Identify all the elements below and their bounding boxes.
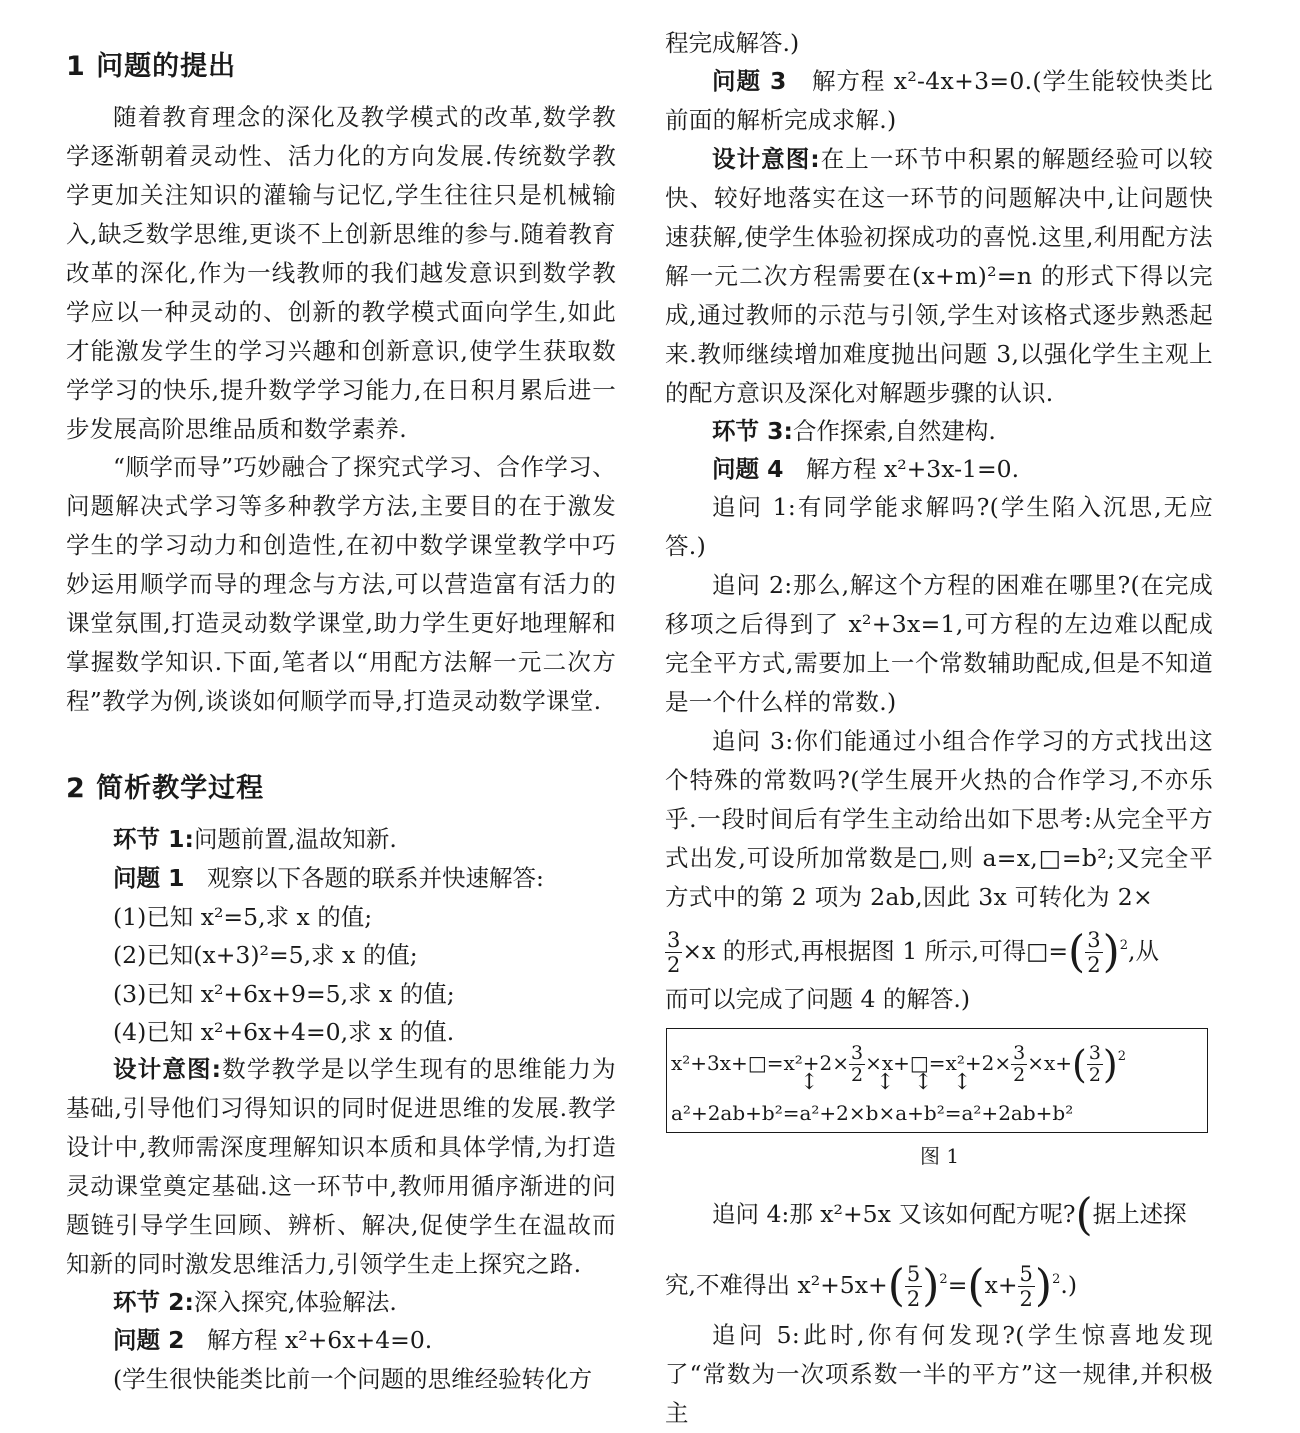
follow-up-3: 追问 3:你们能通过小组合作学习的方式找出这个特殊的常数吗?(学生展开火热的合作学习,不亦乐乎.一段时间后有学生主动给出如下思考:从完全平方式出发,可设所加常数是□,则 a=x,□=b²;又完全平方式中的第 2 项为 2ab,因此 3x 可转化为 2× xyxy=(665,727,1213,911)
follow-up-2: 追问 2:那么,解这个方程的困难在哪里?(在完成移项之后得到了 x²+3x=1,可方程的左边难以配成完全平方式,需要加上一个常数辅助配成,但是不知道是一个什么样的常数.) xyxy=(665,571,1213,716)
step-1-line xyxy=(113,820,397,859)
figure-arrow-4: ↕ xyxy=(953,1070,972,1095)
question-3-label: 问题 3 xyxy=(712,67,787,95)
follow-up-5: 追问 5:此时,你有何发现?(学生惊喜地发现了“常数为一次项系数一半的平方”这一规律,并积极主 xyxy=(665,1321,1213,1427)
design-intent-2-text: 在上一环节中积累的解题经验可以较快、较好地落实在这一环节的问题解决中,让问题快速获解,使学生体验初探成功的喜悦.这里,利用配方法解一元二次方程需要在(x+m)²=n 的形式下得以完成,通过教师的示范与引领,学生对该格式逐步熟悉起来.教师继续增加难度抛出问题 3,以强化学生主观上的配方意识及深化对解题步骤的认识. xyxy=(665,145,1213,407)
section-heading-2: 2 简析教学过程 xyxy=(66,773,265,804)
follow-up-4-line-2: 究,不难得出 x²+5x+( $\frac{5}{2}$ )$^2$=(x+ $\frac{5}{2}$ )$^2$.) xyxy=(665,1260,1077,1312)
follow-up-1: 追问 1:有同学能求解吗?(学生陷入沉思,无应答.) xyxy=(665,493,1213,560)
section-heading-1: 1 问题的提出 xyxy=(66,51,237,82)
step-3-line xyxy=(712,412,996,451)
question-1-label: 问题 1 xyxy=(113,864,185,892)
paragraph-intro-1: 随着教育理念的深化及教学模式的改革,数学教学逐渐朝着灵动性、活力化的方向发展.传统数学教学更加关注知识的灌输与记忆,学生往往只是机械输入,缺乏数学思维,更谈不上创新思维的参与.随着教育改革的深化,作为一线教师的我们越发意识到数学教学应以一种灵动的、创新的教学模式面向学生,如此才能激发学生的学习兴趣和创新意识,使学生获取数学学习的快乐,提升数学学习能力,在日积月累后进一步发展高阶思维品质和数学素养. xyxy=(66,103,616,443)
design-intent-2-label: 设计意图: xyxy=(712,145,820,173)
question-1-item-2: (2)已知(x+3)²=5,求 x 的值; xyxy=(113,941,418,969)
design-intent-1-label: 设计意图: xyxy=(113,1055,222,1083)
design-intent-2 xyxy=(665,140,1213,413)
paragraph-intro-2: “顺学而导”巧妙融合了探究式学习、合作学习、问题解决式学习等多种教学方法,主要目的在于激发学生的学习动力和创造性,在初中数学课堂教学中巧妙运用顺学而导的理念与方法,可以营造富有活力的课堂氛围,打造灵动数学课堂,助力学生更好地理解和掌握数学知识.下面,笔者以“用配方法解一元二次方程”教学为例,谈谈如何顺学而导,打造灵动数学课堂. xyxy=(66,453,616,715)
step-2-label: 环节 2: xyxy=(113,1288,194,1316)
figure-1-line-2: a²+2ab+b²=a²+2×b×a+b²=a²+2ab+b² xyxy=(671,1101,1074,1125)
step-3-label: 环节 3: xyxy=(712,417,793,445)
design-intent-1 xyxy=(66,1050,616,1284)
follow-up-3-formula-line: $\frac{3}{2}$ ×x 的形式,再根据图 1 所示,可得□=( $\frac{3}{2}$ )$^2$,从 xyxy=(667,926,1159,978)
question-1-item-1: (1)已知 x²=5,求 x 的值; xyxy=(113,903,373,931)
figure-1-caption: 图 1 xyxy=(920,1144,960,1168)
question-2-line xyxy=(113,1321,432,1360)
step-1-text: 问题前置,温故知新. xyxy=(193,825,397,853)
fraction-5-over-2: $\frac{5}{2}$ xyxy=(906,1262,921,1311)
figure-arrow-2: ↕ xyxy=(876,1070,895,1095)
figure-arrow-3: ↕ xyxy=(914,1070,933,1095)
question-4-line xyxy=(712,450,1019,489)
question-3-text: 解方程 x²-4x+3=0.(学生能较快类比前面的解析完成求解.) xyxy=(665,67,1214,134)
question-4-label: 问题 4 xyxy=(712,455,784,483)
figure-1-box xyxy=(666,1028,1208,1133)
question-1-text: 观察以下各题的联系并快速解答: xyxy=(206,864,544,892)
question-2-note: (学生很快能类比前一个问题的思维经验转化方 xyxy=(113,1365,593,1393)
question-2-label: 问题 2 xyxy=(113,1326,185,1354)
step-2-text: 深入探究,体验解法. xyxy=(193,1288,397,1316)
fraction-5-over-2-b: $\frac{5}{2}$ xyxy=(1019,1262,1033,1311)
step-3-text: 合作探索,自然建构. xyxy=(792,417,996,445)
question-4-text: 解方程 x²+3x-1=0. xyxy=(805,455,1020,483)
figure-1-line-1: x²+3x+□=x²+2× $\frac{3}{2}$ ×x+□=x²+2× $\frac{3}{2}$ ×x+( $\frac{3}{2}$ )$^2$ xyxy=(671,1042,1127,1087)
question-1-line xyxy=(113,859,544,898)
step-1-label: 环节 1: xyxy=(113,825,194,853)
step-2-line xyxy=(113,1283,397,1322)
follow-up-3-end: 而可以完成了问题 4 的解答.) xyxy=(665,985,971,1013)
design-intent-1-text: 数学教学是以学生现有的思维能力为基础,引导他们习得知识的同时促进思维的发展.教学设计中,教师需深度理解知识本质和具体学情,为打造灵动课堂奠定基础.这一环节中,教师用循序渐进的问题链引导学生回顾、辨析、解决,促使学生在温故而知新的同时激发思维活力,引领学生走上探究之路. xyxy=(66,1055,616,1278)
follow-up-4-line-1: 追问 4:那 x²+5x 又该如何配方呢?(据上述探 xyxy=(712,1189,1187,1241)
continued-text: 程完成解答.) xyxy=(665,29,800,57)
question-3 xyxy=(665,62,1213,140)
follow-up-3-tail-b: ,从 xyxy=(1128,937,1159,965)
follow-up-3-tail-a: ×x 的形式,再根据图 1 所示,可得□= xyxy=(682,937,1069,965)
question-2-text: 解方程 x²+6x+4=0. xyxy=(206,1326,433,1354)
figure-arrow-1: ↕ xyxy=(800,1070,819,1095)
fraction-3-over-2: $\frac{3}{2}$ xyxy=(667,928,681,977)
fraction-3-over-2-b: $\frac{3}{2}$ xyxy=(1087,928,1101,977)
question-1-item-4: (4)已知 x²+6x+4=0,求 x 的值. xyxy=(113,1018,455,1046)
question-1-item-3: (3)已知 x²+6x+9=5,求 x 的值; xyxy=(113,980,455,1008)
